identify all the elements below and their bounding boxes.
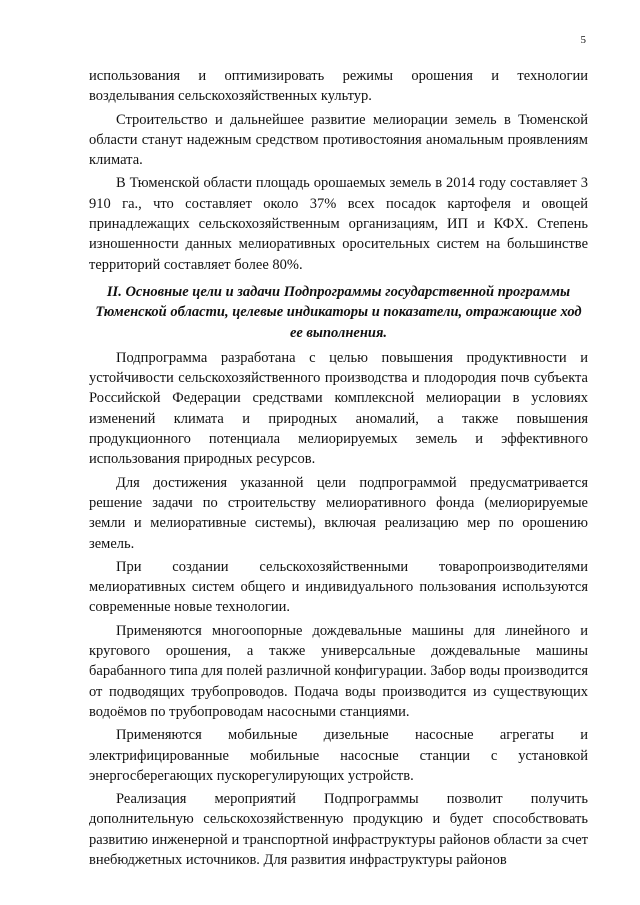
paragraph: Применяются мобильные дизельные насосные агрегаты и электрифицированные мобильные насосные станции с установкой энергосберегающих пускорегулирующих устройств. <box>89 727 588 784</box>
paragraph: Для достижения указанной цели подпрограммой предусматривается решение задачи по строительству мелиоративного фонда (мелиорируемые земли и мелиоративные системы), включая реализацию мер по орошению земель. <box>89 474 588 552</box>
paragraph: Строительство и дальнейшее развитие мелиорации земель в Тюменской области станут надежным средством противостояния аномальным проявлениям климата. <box>89 111 588 169</box>
section-heading: II. Основные цели и задачи Подпрограммы государственной программы Тюменской области, целевые индикаторы и показатели, отражающие ход ее выполнения. <box>95 283 582 341</box>
paragraph: Реализация мероприятий Подпрограммы позволит получить дополнительную сельскохозяйственную продукцию и будет способствовать развитию инженерной и транспортной инфраструктуры районов области за счет внебюджетных источников. Для развития инфраструктуры районов <box>89 791 588 868</box>
paragraph: Применяются многоопорные дождевальные машины для линейного и кругового орошения, а также универсальные дождевальные машины барабанного типа для полей различной конфигурации. Забор воды производится от подводящих трубопроводов. Подача воды производится из существующих водоёмов по трубопроводам насосными станциями. <box>89 622 588 720</box>
paragraph-continuation: использования и оптимизировать режимы орошения и технологии возделывания сельскохозяйственных культур. <box>89 68 588 105</box>
page-number: 5 <box>580 34 586 46</box>
paragraph: При создании сельскохозяйственными товаропроизводителями мелиоративных систем общего и индивидуального пользования используются современные новые технологии. <box>89 558 588 616</box>
document-body <box>89 66 588 873</box>
paragraph: Подпрограмма разработана с целью повышения продуктивности и устойчивости сельскохозяйственного производства и плодородия почв субъекта Российской Федерации средствами комплексной мелиорации в условиях изменений климата и природных аномалий, а также повышения продукционного потенциала мелиорируемых земель и эффективного использования природных ресурсов. <box>89 349 588 468</box>
paragraph: В Тюменской области площадь орошаемых земель в 2014 году составляет 3 910 га., что составляет около 37% всех посадок картофеля и овощей принадлежащих сельскохозяйственным организациям, ИП и КФХ. Степень изношенности данных мелиоративных оросительных систем на большинстве территорий составляет более 80%. <box>89 175 588 273</box>
